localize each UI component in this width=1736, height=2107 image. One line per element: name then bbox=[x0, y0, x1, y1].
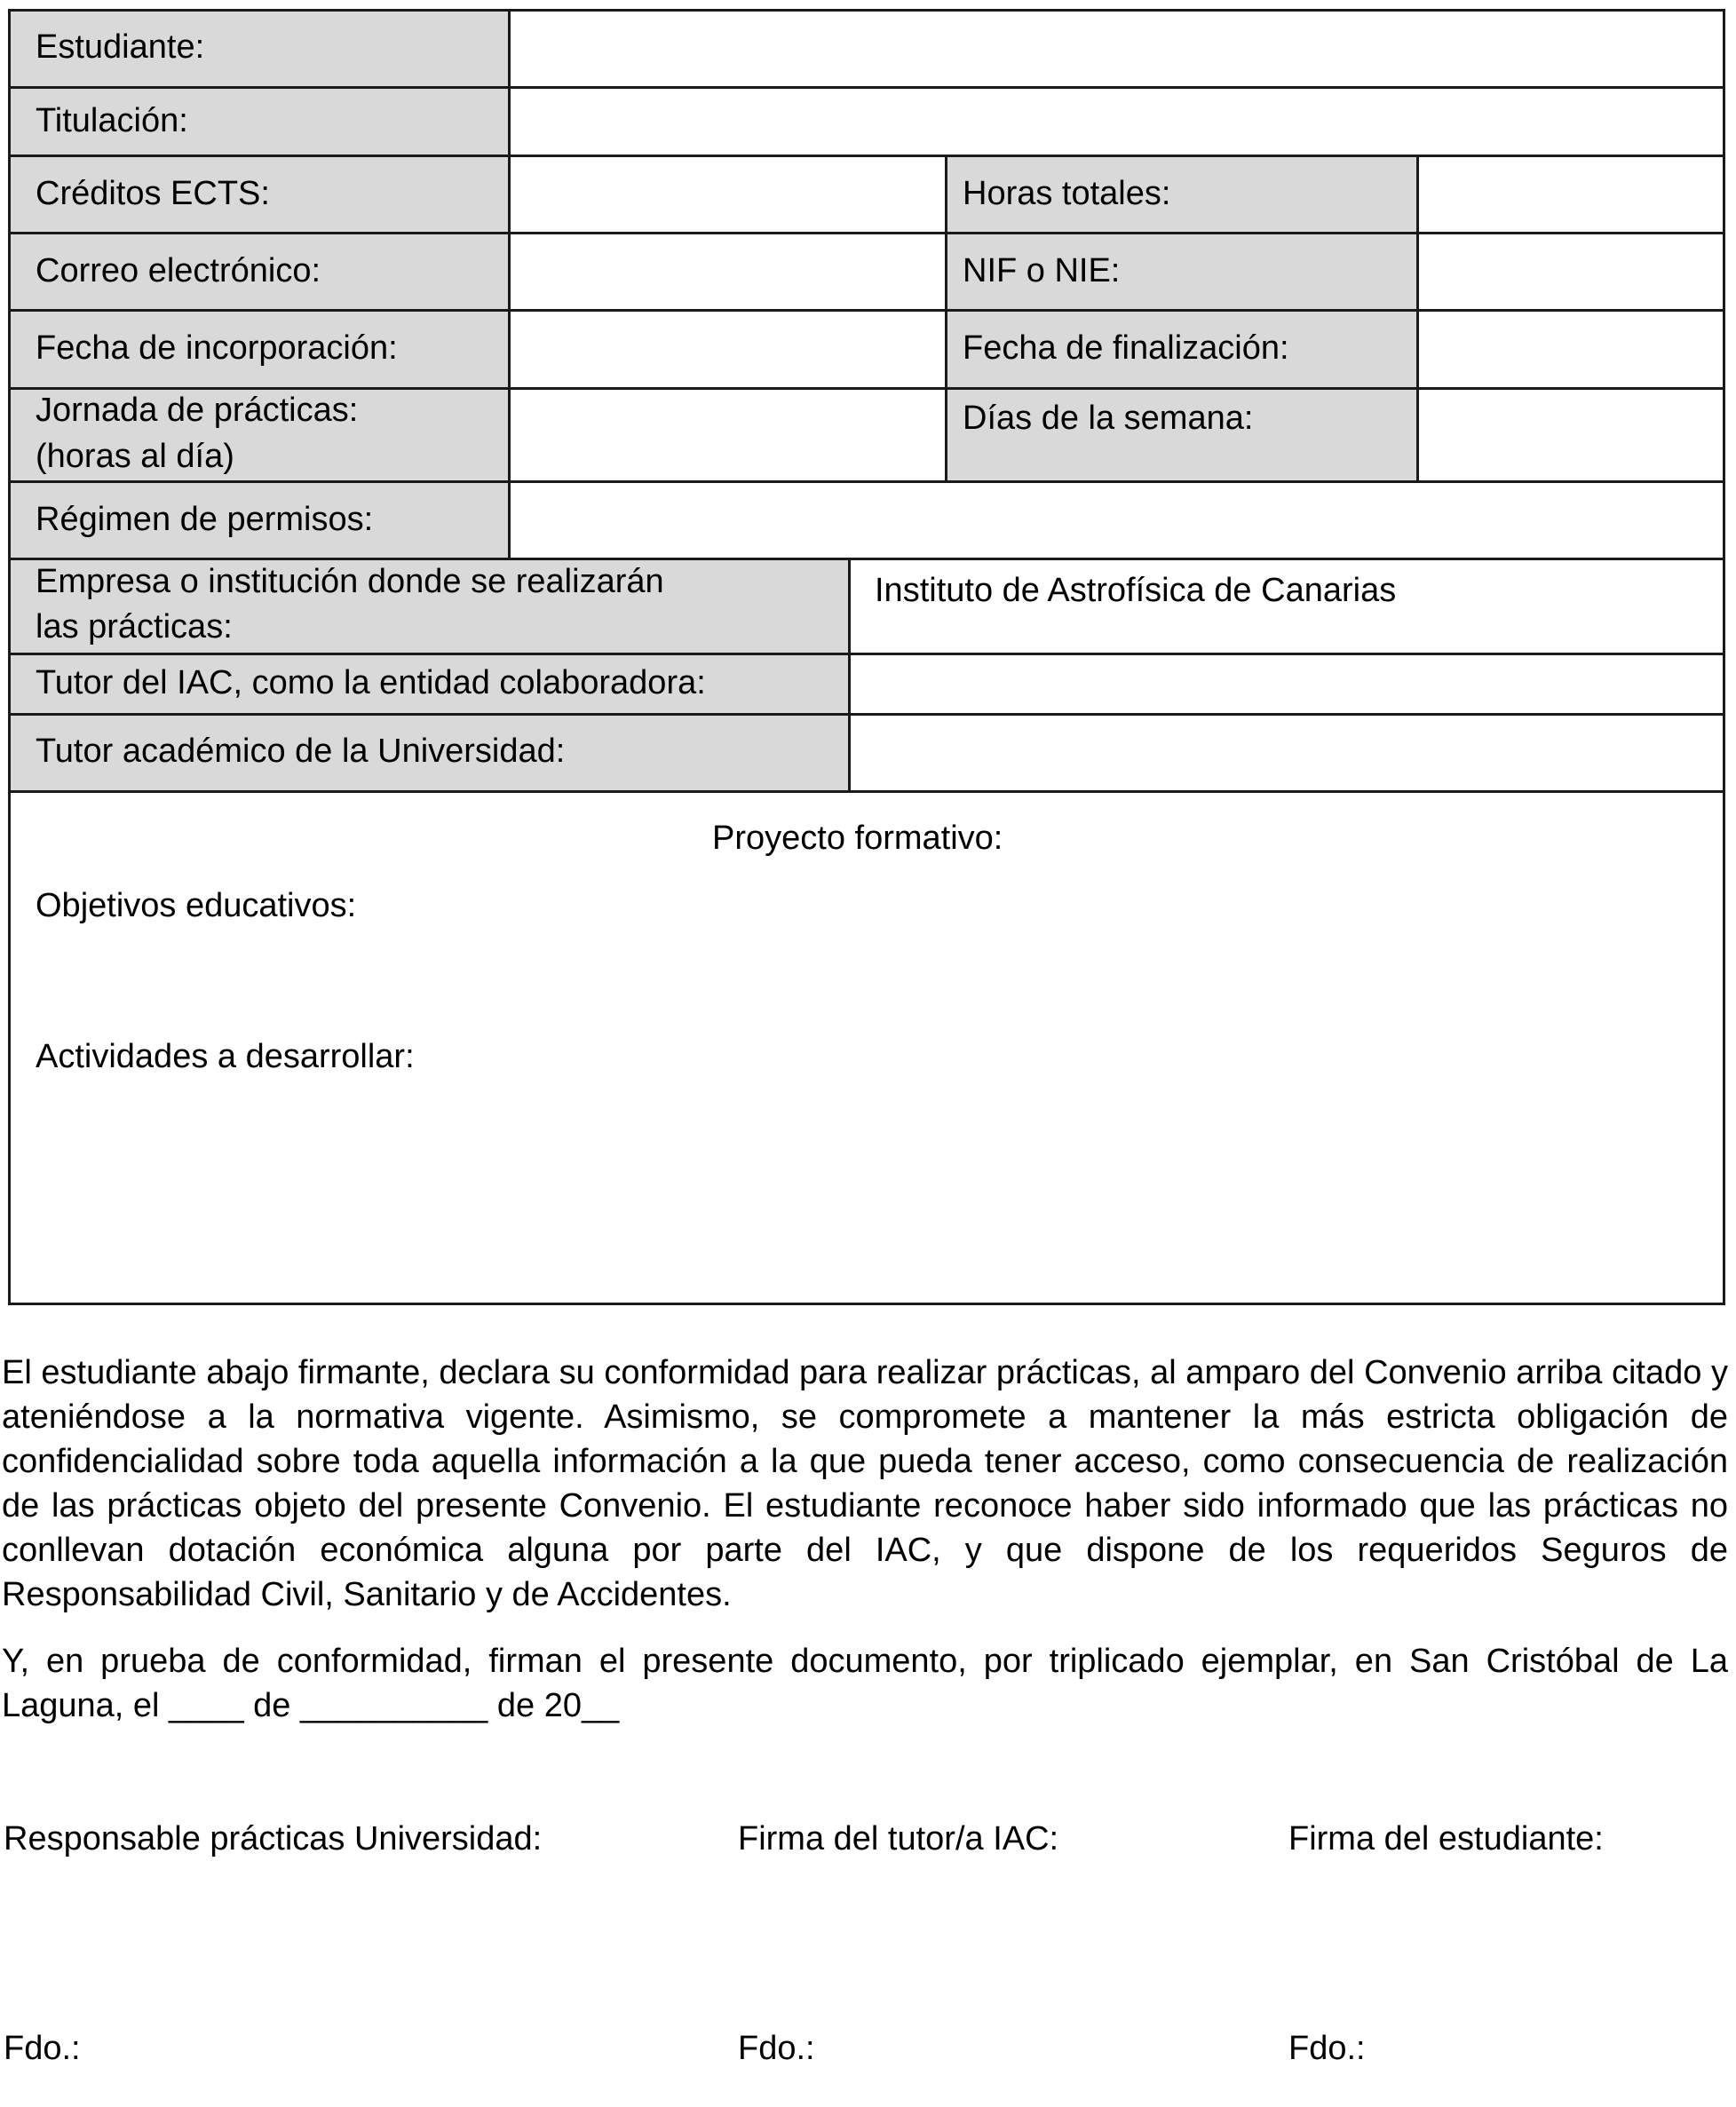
label-regimen-permisos: Régimen de permisos: bbox=[36, 501, 374, 538]
label-fecha-incorporacion: Fecha de incorporación: bbox=[36, 329, 398, 367]
signature-area-universidad[interactable] bbox=[0, 1865, 710, 2024]
proyecto-formativo-area[interactable] bbox=[12, 794, 1723, 1303]
signature-title-tutor-iac: Firma del tutor/a IAC: bbox=[738, 1820, 1059, 1857]
label-tutor-academico: Tutor académico de la Universidad: bbox=[36, 733, 566, 770]
proyecto-formativo-heading: Proyecto formativo: bbox=[712, 820, 1003, 857]
signature-title-universidad: Responsable prácticas Universidad: bbox=[4, 1820, 543, 1857]
row-divider bbox=[9, 713, 1725, 716]
row-divider bbox=[9, 309, 1725, 312]
signature-area-tutor-iac[interactable] bbox=[733, 1865, 1266, 2024]
label-jornada-practicas: Jornada de prácticas: bbox=[36, 392, 359, 429]
table-border-bottom bbox=[9, 1303, 1725, 1305]
dias-semana-field[interactable] bbox=[1420, 391, 1723, 480]
row-divider bbox=[9, 480, 1725, 483]
col-divider-label bbox=[508, 9, 511, 559]
label-empresa-line2: las prácticas: bbox=[36, 608, 233, 646]
fdo-tutor-iac: Fdo.: bbox=[738, 2030, 815, 2067]
label-dias-semana: Días de la semana: bbox=[963, 400, 1254, 437]
table-border-left bbox=[8, 9, 11, 1305]
actividades-label: Actividades a desarrollar: bbox=[36, 1038, 415, 1075]
titulacion-field[interactable] bbox=[511, 90, 1723, 154]
fecha-incorporacion-field[interactable] bbox=[511, 313, 945, 387]
objetivos-educativos-label: Objetivos educativos: bbox=[36, 887, 357, 924]
table-border-top bbox=[9, 9, 1725, 12]
col-divider-lower bbox=[848, 558, 851, 793]
tutor-iac-field[interactable] bbox=[852, 656, 1723, 713]
empresa-field[interactable] bbox=[852, 561, 1723, 653]
nif-nie-field[interactable] bbox=[1420, 235, 1723, 309]
empresa-value: Instituto de Astrofísica de Canarias bbox=[875, 572, 1397, 609]
creditos-ects-field[interactable] bbox=[511, 158, 945, 232]
label-horas-al-dia: (horas al día) bbox=[36, 438, 234, 475]
signature-title-estudiante: Firma del estudiante: bbox=[1288, 1820, 1604, 1857]
col-divider-right bbox=[1416, 154, 1419, 483]
label-creditos-ects: Créditos ECTS: bbox=[36, 175, 270, 212]
table-border-right bbox=[1723, 9, 1725, 1305]
conformity-paragraph: Y, en prueba de conformidad, firman el presente documento, por triplicado ejemplar, en San Cristóbal de La Laguna, el ____ de __________ de 20__ bbox=[2, 1643, 1728, 1724]
row-divider bbox=[9, 790, 1725, 793]
row-divider bbox=[9, 232, 1725, 234]
jornada-practicas-field[interactable] bbox=[511, 391, 945, 480]
label-nif-nie: NIF o NIE: bbox=[963, 252, 1121, 289]
row-divider bbox=[9, 653, 1725, 655]
fdo-universidad: Fdo.: bbox=[4, 2030, 81, 2067]
horas-totales-field[interactable] bbox=[1420, 158, 1723, 232]
fecha-finalizacion-field[interactable] bbox=[1420, 313, 1723, 387]
estudiante-field[interactable] bbox=[511, 12, 1723, 86]
correo-field[interactable] bbox=[511, 235, 945, 309]
declaration-paragraph: El estudiante abajo firmante, declara su conformidad para realizar prácticas, al amparo del Convenio arriba citado y ateniéndose a la normativa vigente. Asimismo, se compromete a mantener la más estricta obligación de confidencialidad sobre toda aquella información a la que pueda tener acceso, como consecuencia de realización de las prácticas objeto del presente Convenio. El estudiante reconoce haber sido informado que las prácticas no conllevan dotación económica alguna por parte del IAC, y que dispone de los requeridos Seguros de Responsabilidad Civil, Sanitario y de Accidentes. bbox=[2, 1354, 1728, 1613]
label-estudiante: Estudiante: bbox=[36, 28, 205, 66]
label-tutor-iac: Tutor del IAC, como la entidad colaboradora: bbox=[36, 664, 706, 701]
regimen-permisos-field[interactable] bbox=[511, 484, 1723, 558]
label-fecha-finalizacion: Fecha de finalización: bbox=[963, 329, 1289, 367]
signature-area-estudiante[interactable] bbox=[1284, 1865, 1728, 2024]
label-horas-totales: Horas totales: bbox=[963, 175, 1171, 212]
col-divider-mid bbox=[945, 154, 947, 483]
label-titulacion: Titulación: bbox=[36, 102, 188, 139]
label-empresa-line1: Empresa o institución donde se realizarán bbox=[36, 563, 664, 600]
tutor-academico-field[interactable] bbox=[852, 717, 1723, 790]
row-divider bbox=[9, 86, 1725, 89]
fdo-estudiante: Fdo.: bbox=[1288, 2030, 1366, 2067]
label-correo: Correo electrónico: bbox=[36, 252, 321, 289]
row-divider bbox=[9, 154, 1725, 157]
